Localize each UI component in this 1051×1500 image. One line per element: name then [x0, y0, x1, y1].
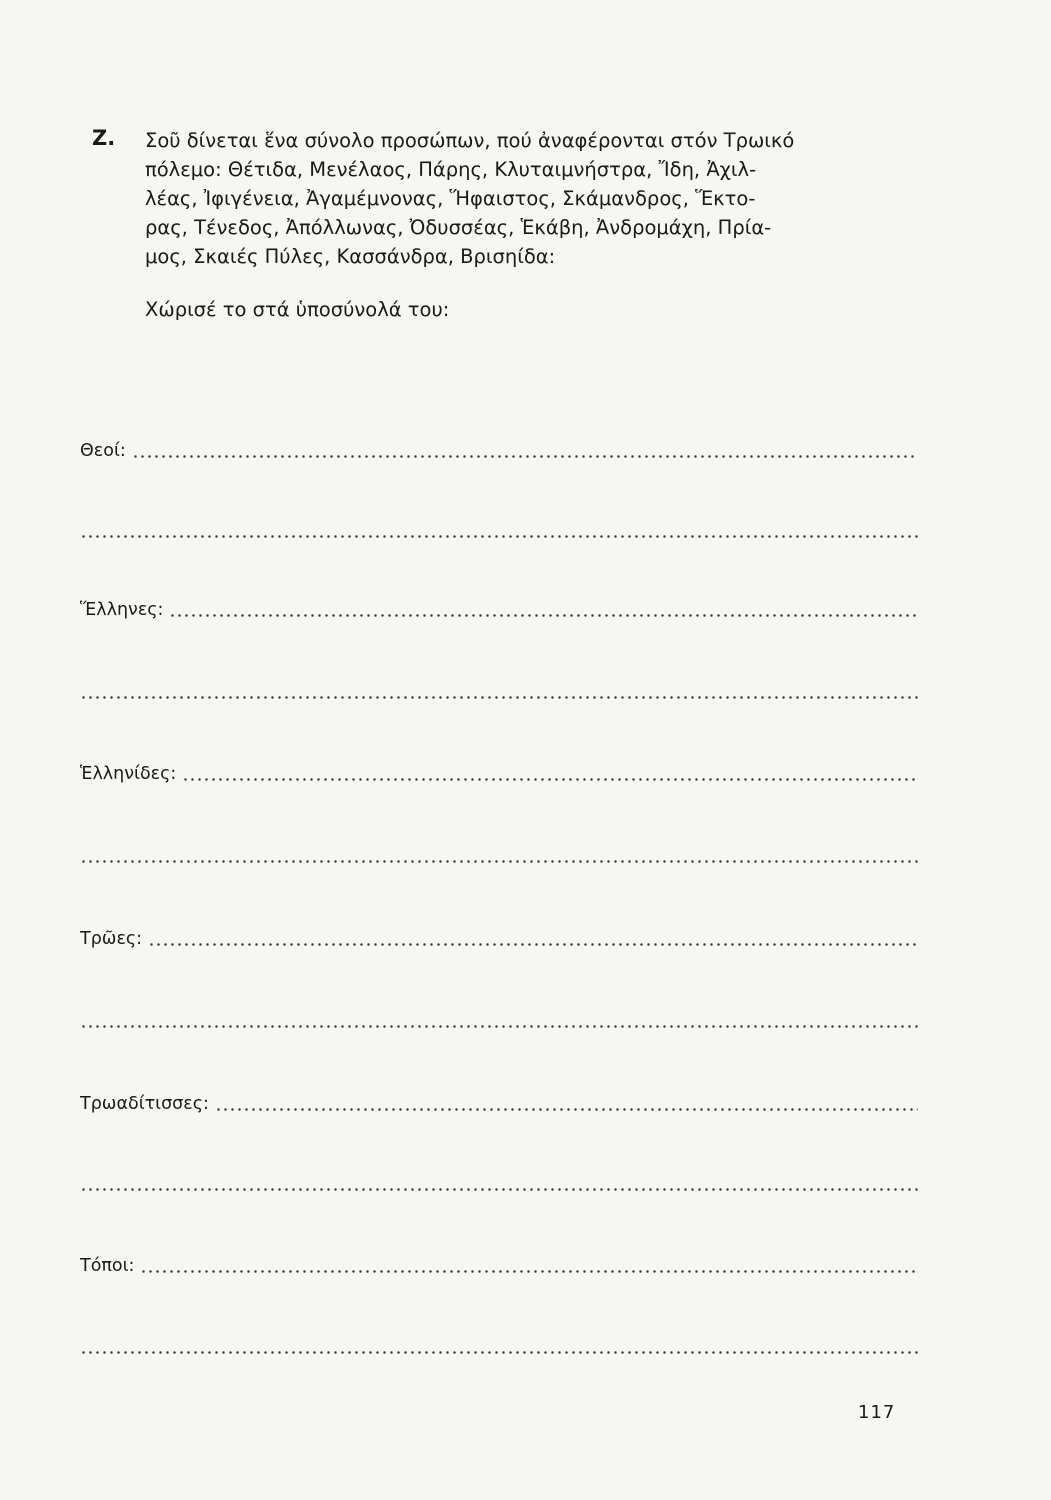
answer-line[interactable] — [80, 1187, 918, 1192]
answer-line[interactable] — [132, 454, 918, 459]
continuation-row[interactable] — [80, 1334, 918, 1358]
intro-line: Σοῦ δίνεται ἕνα σύνολο προσώπων, πού ἀναφέρονται στόν Τρωικό — [145, 129, 795, 152]
category-row-trojan-women[interactable] — [80, 1091, 918, 1115]
answer-line[interactable] — [215, 1107, 918, 1112]
page-number: 117 — [858, 1402, 896, 1423]
category-label: Θεοί: — [80, 441, 126, 461]
category-label: Ἑλληνίδες: — [80, 764, 177, 784]
category-row-places[interactable] — [80, 1253, 918, 1277]
category-label: Τρωαδίτισσες: — [80, 1094, 209, 1114]
continuation-row[interactable] — [80, 518, 918, 542]
answer-line[interactable] — [80, 1024, 918, 1029]
intro-line: λέας, Ἰφιγένεια, Ἀγαμέμνονας, Ἥφαιστος, Σκάμανδρος, Ἕκτο- — [145, 187, 756, 210]
category-row-greek-men[interactable] — [80, 597, 918, 621]
intro-line: πόλεμο: Θέτιδα, Μενέλαος, Πάρης, Κλυταιμνήστρα, Ἴδη, Ἀχιλ- — [145, 158, 757, 181]
answer-line[interactable] — [80, 695, 918, 700]
exercise-intro — [145, 126, 935, 271]
answer-line[interactable] — [182, 777, 918, 782]
exercise-label: Ζ. — [92, 126, 116, 150]
answer-line[interactable] — [148, 942, 918, 947]
category-label: Τόποι: — [80, 1256, 135, 1276]
category-row-greek-women[interactable] — [80, 761, 918, 785]
category-label: Ἕλληνες: — [80, 600, 164, 620]
continuation-row[interactable] — [80, 1008, 918, 1032]
intro-line: μος, Σκαιές Πύλες, Κασσάνδρα, Βρισηίδα: — [145, 245, 556, 268]
category-row-trojan-men[interactable] — [80, 926, 918, 950]
answer-line[interactable] — [169, 613, 918, 618]
continuation-row[interactable] — [80, 679, 918, 703]
intro-line: ρας, Τένεδος, Ἀπόλλωνας, Ὀδυσσέας, Ἑκάβη, Ἀνδρομάχη, Πρία- — [145, 216, 772, 239]
answer-line[interactable] — [80, 534, 918, 539]
category-label: Τρῶες: — [80, 929, 143, 949]
continuation-row[interactable] — [80, 843, 918, 867]
answer-line[interactable] — [80, 1350, 918, 1355]
answer-line[interactable] — [80, 859, 918, 864]
exercise-instruction: Χώρισέ το στά ὑποσύνολά του: — [145, 298, 450, 321]
continuation-row[interactable] — [80, 1171, 918, 1195]
category-row-gods[interactable] — [80, 438, 918, 462]
answer-line[interactable] — [140, 1269, 918, 1274]
